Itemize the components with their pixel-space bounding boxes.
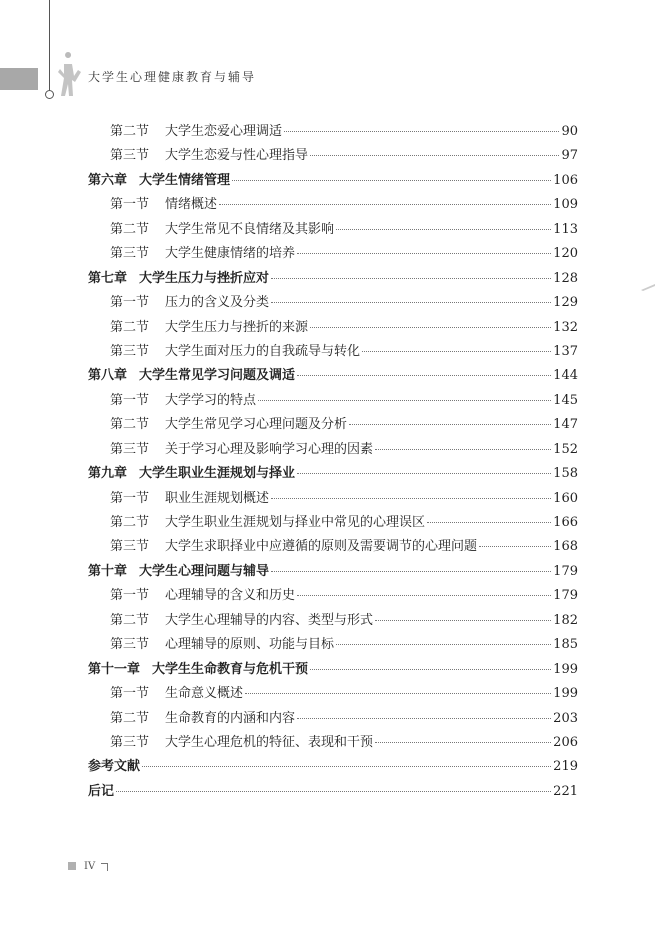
toc-entry-number: 第三节 — [110, 734, 150, 750]
toc-entry-title: 大学生心理问题与辅导 — [139, 563, 270, 579]
toc-page-number: 160 — [553, 490, 578, 506]
toc-entry-number: 第二节 — [110, 710, 150, 726]
toc-entry-label — [110, 144, 308, 163]
toc-entry-label — [110, 413, 347, 432]
toc-entry-label — [88, 658, 308, 677]
toc-entry-title: 大学生健康情绪的培养 — [165, 246, 296, 262]
toc-entry-label — [110, 487, 269, 506]
toc-section-row[interactable] — [88, 193, 578, 217]
toc-entry-number: 第三节 — [110, 246, 150, 262]
toc-entry-title: 生命教育的内涵和内容 — [165, 710, 296, 726]
toc-entry-number: 第一节 — [110, 295, 150, 311]
toc-dot-leader — [245, 693, 551, 694]
toc-entry-title: 后记 — [88, 783, 115, 799]
toc-entry-title: 职业生涯规划概述 — [165, 490, 270, 506]
toc-page-number: 166 — [553, 515, 578, 530]
toc-entry-label — [110, 340, 360, 359]
toc-entry-title: 心理辅导的含义和历史 — [165, 588, 296, 604]
toc-section-row[interactable] — [88, 389, 578, 413]
toc-chapter-row[interactable] — [88, 169, 578, 193]
footer-page-number: IV — [84, 861, 96, 872]
toc-entry-label — [88, 755, 140, 774]
toc-page-number: 219 — [553, 759, 578, 775]
toc-dot-leader — [219, 204, 551, 205]
toc-entry-label — [88, 560, 269, 579]
toc-dot-leader — [297, 718, 551, 719]
toc-entry-title: 大学生常见不良情绪及其影响 — [165, 221, 335, 237]
header-figure-illustration — [54, 52, 84, 98]
header-circle-marker — [45, 90, 54, 99]
toc-section-row[interactable] — [88, 242, 578, 266]
toc-page-number: 147 — [553, 417, 578, 433]
toc-section-row[interactable] — [88, 584, 578, 608]
toc-dot-leader — [375, 620, 551, 621]
toc-dot-leader — [349, 424, 551, 425]
toc-section-row[interactable] — [88, 707, 578, 731]
toc-entry-label — [110, 291, 269, 310]
toc-entry-number: 第三节 — [110, 539, 150, 555]
toc-entry-title: 大学生求职择业中应遵循的原则及需要调节的心理问题 — [165, 539, 478, 555]
toc-dot-leader — [479, 546, 551, 547]
toc-page-number: 113 — [553, 221, 578, 237]
toc-dot-leader — [116, 791, 551, 792]
toc-entry-title: 关于学习心理及影响学习心理的因素 — [165, 441, 374, 457]
toc-chapter-row[interactable] — [88, 462, 578, 486]
toc-dot-leader — [310, 669, 551, 670]
toc-entry-title: 大学生常见学习心理问题及分析 — [165, 417, 348, 433]
toc-entry-number: 第九章 — [88, 466, 128, 482]
toc-dot-leader — [310, 155, 559, 156]
toc-entry-number: 第八章 — [88, 368, 128, 384]
toc-entry-number: 第二节 — [110, 221, 150, 237]
toc-entry-number: 第一节 — [110, 197, 150, 213]
toc-entry-number: 第三节 — [110, 441, 150, 457]
toc-chapter-row[interactable] — [88, 560, 578, 584]
toc-entry-label — [110, 438, 373, 457]
toc-entry-label — [88, 364, 295, 383]
toc-entry-label — [110, 731, 373, 750]
toc-entry-title: 大学生生命教育与危机干预 — [152, 661, 309, 677]
toc-dot-leader — [297, 253, 551, 254]
toc-page-number: 182 — [553, 612, 578, 628]
toc-page-number: 199 — [553, 661, 578, 677]
toc-entry-number: 第一节 — [110, 588, 150, 604]
toc-entry-title: 心理辅导的原则、功能与目标 — [165, 637, 335, 653]
toc-section-row[interactable] — [88, 633, 578, 657]
toc-dot-leader — [232, 180, 551, 181]
toc-dot-leader — [297, 595, 551, 596]
toc-entry-label — [88, 780, 114, 799]
toc-entry-title: 大学生心理危机的特征、表现和干预 — [165, 734, 374, 750]
toc-dot-leader — [142, 766, 551, 767]
toc-entry-label — [110, 242, 295, 261]
toc-section-row[interactable] — [88, 218, 578, 242]
toc-entry-number: 第二节 — [110, 417, 150, 433]
toc-entry-title: 大学生职业生涯规划与择业中常见的心理误区 — [165, 515, 426, 530]
toc-entry-title: 生命意义概述 — [165, 686, 244, 702]
toc-entry-label — [110, 389, 256, 408]
toc-chapter-row[interactable] — [88, 658, 578, 682]
toc-entry-label — [88, 267, 269, 286]
header-vertical-line — [49, 0, 50, 92]
toc-entry-number: 第二节 — [110, 319, 150, 335]
header-gray-block — [0, 68, 38, 90]
toc-page-number: 90 — [561, 124, 578, 139]
toc-page-number: 168 — [553, 539, 578, 555]
toc-page-number: 128 — [553, 270, 578, 286]
toc-section-row[interactable] — [88, 120, 578, 144]
toc-entry-label — [88, 169, 230, 188]
toc-dot-leader — [310, 327, 551, 328]
toc-entry-title: 大学学习的特点 — [165, 392, 257, 408]
toc-chapter-row[interactable] — [88, 780, 578, 804]
toc-entry-number: 第一节 — [110, 490, 150, 506]
toc-entry-title: 大学生情绪管理 — [139, 172, 231, 188]
toc-entry-label — [110, 707, 295, 726]
toc-page-number: 109 — [553, 197, 578, 213]
toc-entry-title: 大学生压力与挫折的来源 — [165, 319, 309, 335]
toc-section-row[interactable] — [88, 413, 578, 437]
toc-dot-leader — [375, 449, 551, 450]
toc-entry-label — [110, 511, 425, 530]
toc-entry-label — [110, 584, 295, 603]
toc-entry-title: 情绪概述 — [165, 197, 218, 213]
footer-corner-mark — [101, 863, 108, 871]
table-of-contents — [88, 120, 578, 804]
toc-entry-number: 第二节 — [110, 124, 150, 139]
toc-dot-leader — [297, 375, 551, 376]
toc-entry-title: 大学生常见学习问题及调适 — [139, 368, 296, 384]
toc-page-number: 145 — [553, 392, 578, 408]
toc-entry-number: 第十一章 — [88, 661, 141, 677]
toc-page-number: 137 — [553, 343, 578, 359]
toc-entry-number: 第一节 — [110, 392, 150, 408]
toc-dot-leader — [271, 498, 551, 499]
toc-page-number: 179 — [553, 588, 578, 604]
toc-page-number: 129 — [553, 295, 578, 311]
toc-entry-title: 大学生职业生涯规划与择业 — [139, 466, 296, 482]
toc-entry-title: 压力的含义及分类 — [165, 295, 270, 311]
toc-entry-number: 第一节 — [110, 686, 150, 702]
toc-entry-title: 大学生恋爱心理调适 — [165, 124, 283, 139]
toc-page-number: 206 — [553, 734, 578, 750]
toc-dot-leader — [297, 473, 551, 474]
toc-dot-leader — [362, 351, 551, 352]
toc-entry-number: 第七章 — [88, 270, 128, 286]
toc-section-row[interactable] — [88, 609, 578, 633]
toc-entry-label — [110, 120, 282, 139]
toc-dot-leader — [336, 229, 551, 230]
toc-entry-label — [110, 682, 243, 701]
toc-dot-leader — [271, 302, 551, 303]
toc-page-number: 97 — [561, 148, 578, 164]
toc-chapter-row[interactable] — [88, 267, 578, 291]
toc-page-number: 120 — [553, 246, 578, 262]
toc-dot-leader — [271, 278, 551, 279]
toc-dot-leader — [375, 742, 551, 743]
toc-section-row[interactable] — [88, 316, 578, 340]
toc-entry-title: 大学生压力与挫折应对 — [139, 270, 270, 286]
toc-chapter-row[interactable] — [88, 755, 578, 779]
toc-entry-title: 参考文献 — [88, 759, 141, 775]
toc-section-row[interactable] — [88, 340, 578, 364]
toc-entry-label — [110, 218, 334, 237]
toc-section-row[interactable] — [88, 487, 578, 511]
toc-page-number: 199 — [553, 686, 578, 702]
toc-section-row[interactable] — [88, 731, 578, 755]
toc-entry-number: 第二节 — [110, 612, 150, 628]
toc-entry-label — [110, 316, 308, 335]
toc-entry-number: 第二节 — [110, 515, 150, 530]
toc-dot-leader — [271, 571, 551, 572]
toc-entry-title: 大学生心理辅导的内容、类型与形式 — [165, 612, 374, 628]
toc-entry-number: 第三节 — [110, 343, 150, 359]
toc-section-row[interactable] — [88, 438, 578, 462]
toc-dot-leader — [284, 131, 559, 132]
toc-chapter-row[interactable] — [88, 364, 578, 388]
toc-page-number: 221 — [553, 783, 578, 799]
running-header-title: 大学生心理健康教育与辅导 — [88, 70, 257, 84]
toc-page-number: 132 — [553, 319, 578, 335]
toc-entry-number: 第三节 — [110, 148, 150, 164]
toc-section-row[interactable] — [88, 291, 578, 315]
toc-page-number: 158 — [553, 466, 578, 482]
toc-page-number: 203 — [553, 710, 578, 726]
toc-entry-label — [110, 535, 477, 554]
toc-dot-leader — [258, 400, 551, 401]
toc-entry-title: 大学生面对压力的自我疏导与转化 — [165, 343, 361, 359]
toc-entry-label — [110, 633, 334, 652]
toc-section-row[interactable] — [88, 535, 578, 559]
toc-page-number: 144 — [553, 368, 578, 384]
toc-entry-label — [88, 462, 295, 481]
toc-page-number: 152 — [553, 441, 578, 457]
toc-page-number: 185 — [553, 637, 578, 653]
toc-entry-number: 第三节 — [110, 637, 150, 653]
toc-section-row[interactable] — [88, 682, 578, 706]
toc-page-number: 179 — [553, 563, 578, 579]
toc-page-number: 106 — [553, 172, 578, 188]
toc-dot-leader — [336, 644, 551, 645]
toc-entry-title: 大学生恋爱与性心理指导 — [165, 148, 309, 164]
toc-entry-label — [110, 609, 373, 628]
toc-entry-number: 第十章 — [88, 563, 128, 579]
toc-section-row[interactable] — [88, 511, 578, 535]
page-edge-mark — [641, 284, 655, 294]
toc-dot-leader — [427, 522, 551, 523]
toc-entry-number: 第六章 — [88, 172, 128, 188]
toc-entry-label — [110, 193, 217, 212]
footer-square-marker — [68, 862, 76, 870]
toc-section-row[interactable] — [88, 144, 578, 168]
